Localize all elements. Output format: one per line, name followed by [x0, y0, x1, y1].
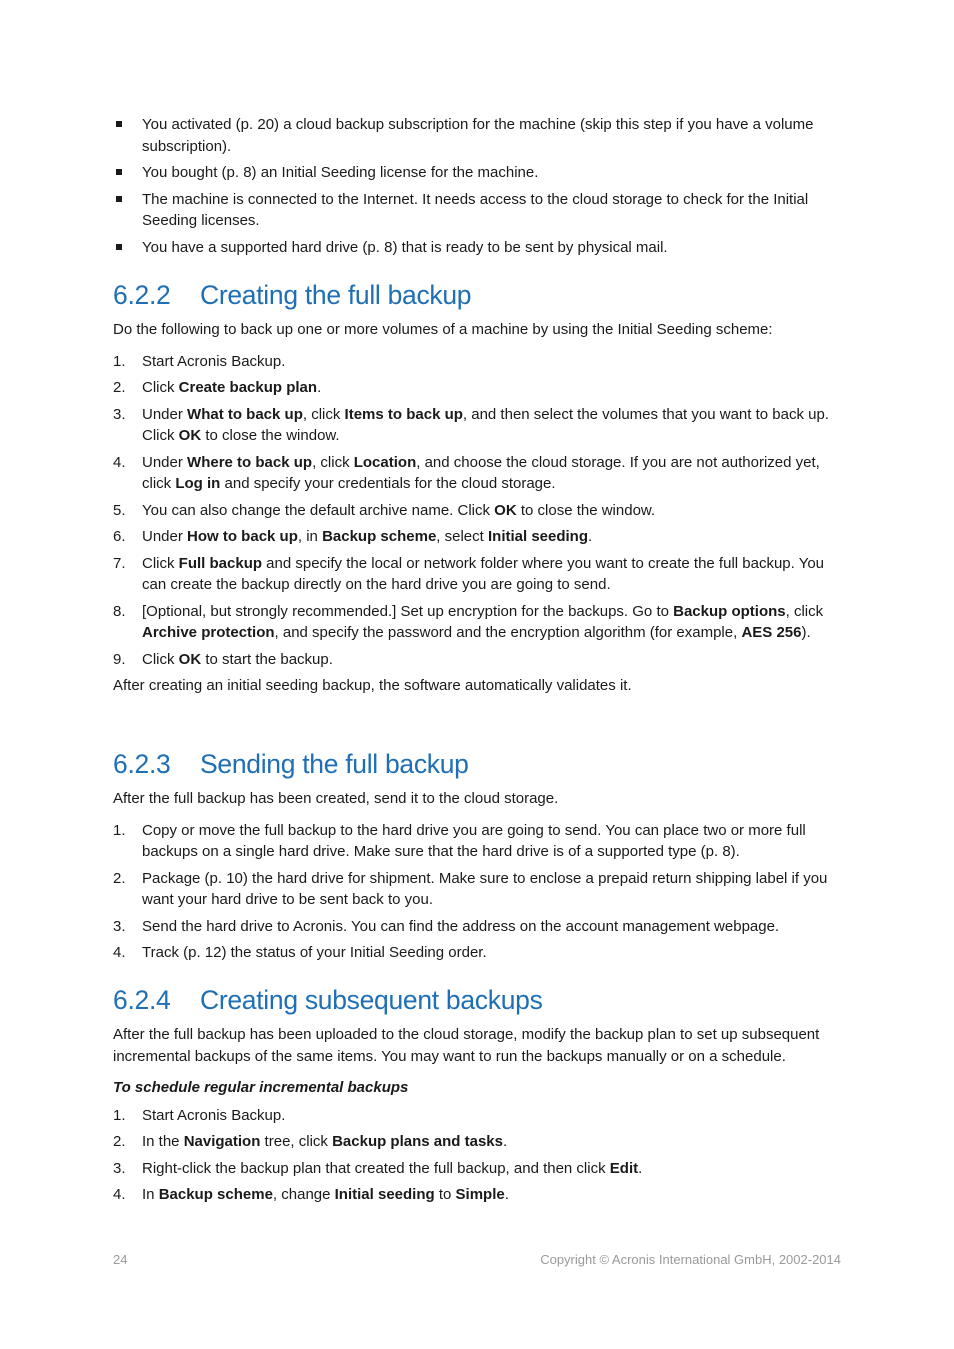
copyright-notice: Copyright © Acronis International GmbH, 2002-2014 — [540, 1252, 841, 1267]
text-run: to start the backup. — [201, 650, 333, 668]
steps-list — [113, 1105, 841, 1206]
text-run: , click — [302, 405, 345, 423]
numbered-step — [113, 868, 841, 911]
ui-term: Backup options — [673, 602, 786, 620]
step-number: 7. — [113, 554, 126, 572]
text-run: . — [504, 1186, 509, 1203]
numbered-step — [113, 942, 841, 964]
text-run: , click — [785, 602, 824, 620]
numbered-step — [113, 500, 841, 522]
numbered-step — [113, 649, 841, 671]
ui-term: How to back up — [187, 528, 298, 545]
step-number: 5. — [113, 501, 126, 519]
text-run: You can also change the default archive name. Click — [142, 501, 495, 519]
text-run: , and specify the password and the encryption algorithm (for example, — [274, 624, 742, 641]
text-run: Start Acronis Backup. — [142, 1106, 286, 1124]
text-run: Copy or move the full backup to the hard drive you are going to send. You can place two or more full backups on a single hard drive. Make sure that the hard drive is of a supported type (p. 8). — [142, 821, 806, 860]
text-run: , change — [272, 1186, 335, 1203]
step-number: 8. — [113, 602, 126, 620]
bullet-item — [113, 114, 841, 157]
ui-term: Initial seeding — [334, 1186, 435, 1203]
text-run: Under — [142, 528, 188, 545]
text-run: [Optional, but strongly recommended.] Set up encryption for the backups. Go to — [142, 602, 674, 620]
ui-term: Initial seeding — [487, 528, 589, 545]
section-intro: Do the following to back up one or more volumes of a machine by using the Initial Seeding scheme: — [113, 321, 773, 338]
ui-term: OK — [494, 501, 517, 519]
step-number: 2. — [113, 869, 126, 887]
bullet-item — [113, 189, 841, 232]
text-run: Send the hard drive to Acronis. You can find the address on the account management webpage. — [142, 917, 780, 935]
ui-term: OK — [178, 427, 202, 444]
text-run: Track (p. 12) the status of your Initial Seeding order. — [142, 944, 487, 961]
text-run: You bought (p. 8) an Initial Seeding license for the machine. — [142, 164, 539, 181]
ui-term: Backup scheme — [322, 528, 437, 545]
ui-term: Create backup plan — [178, 379, 318, 396]
text-run: In the — [142, 1133, 184, 1150]
numbered-step — [113, 820, 841, 863]
numbered-step — [113, 1131, 841, 1153]
step-number: 1. — [113, 1106, 126, 1124]
text-run: You activated (p. 20) a cloud backup subscription for the machine (skip this step if you have a volume subscription). — [142, 116, 814, 155]
step-number: 3. — [113, 405, 126, 423]
text-run: and specify the local or network folder where you want to create the full backup. You can create the backup directly on the hard drive you are going to send. — [142, 554, 825, 593]
step-number: 4. — [113, 1186, 126, 1203]
section-outro: After creating an initial seeding backup, the software automatically validates it. — [113, 677, 632, 694]
text-run: to close the window. — [201, 427, 340, 444]
numbered-step — [113, 526, 841, 548]
text-run: Click — [142, 379, 179, 396]
text-run: tree, click — [260, 1133, 333, 1150]
section-heading: 6.2.4 Creating subsequent backups — [113, 985, 543, 1015]
steps-list — [113, 820, 841, 964]
ui-term: Backup scheme — [158, 1186, 273, 1203]
section-heading: 6.2.3 Sending the full backup — [113, 749, 469, 779]
text-run: ). — [801, 624, 811, 641]
step-number: 2. — [113, 1133, 126, 1150]
step-number: 4. — [113, 944, 126, 961]
numbered-step — [113, 1184, 841, 1206]
text-run: You have a supported hard drive (p. 8) that is ready to be sent by physical mail. — [142, 238, 668, 256]
step-number: 6. — [113, 528, 126, 545]
ui-term: Items to back up — [344, 405, 463, 423]
step-number: 3. — [113, 917, 126, 935]
text-run: Under — [142, 405, 188, 423]
ui-term: AES 256 — [741, 624, 802, 641]
text-run: . — [588, 528, 593, 545]
page-footer — [113, 1252, 841, 1270]
numbered-step — [113, 351, 841, 373]
text-run: Under — [142, 453, 188, 471]
section-intro: After the full backup has been created, send it to the cloud storage. — [113, 790, 559, 807]
prerequisites-list — [113, 114, 841, 263]
step-number: 2. — [113, 379, 126, 396]
ui-term: Edit — [609, 1159, 639, 1177]
text-run: Start Acronis Backup. — [142, 352, 286, 370]
ui-term: Where to back up — [187, 453, 313, 471]
text-run: Click — [142, 650, 179, 668]
text-run: In — [142, 1186, 159, 1203]
text-run: , select — [436, 528, 488, 545]
text-run: to — [434, 1186, 456, 1203]
numbered-step — [113, 1158, 841, 1180]
step-number: 1. — [113, 821, 126, 839]
section-6-2-3 — [113, 748, 841, 969]
ui-term: Archive protection — [142, 624, 275, 641]
page-number: 24 — [113, 1252, 128, 1267]
ui-term: Navigation — [183, 1133, 261, 1150]
ui-term: Log in — [175, 475, 221, 492]
bullet-item — [113, 162, 841, 184]
steps-list — [113, 351, 841, 671]
numbered-step — [113, 377, 841, 399]
text-run: . — [638, 1159, 643, 1177]
section-heading: 6.2.2 Creating the full backup — [113, 280, 472, 310]
step-number: 9. — [113, 650, 126, 668]
ui-term: Location — [353, 453, 417, 471]
text-run: . — [317, 379, 322, 396]
ui-term: Full backup — [178, 554, 263, 572]
text-run: , click — [312, 453, 354, 471]
procedure-heading: To schedule regular incremental backups — [113, 1079, 409, 1096]
bullet-item — [113, 237, 841, 259]
numbered-step — [113, 404, 841, 447]
ui-term: Backup plans and tasks — [332, 1133, 503, 1150]
section-intro: After the full backup has been uploaded to the cloud storage, modify the backup plan to set up subsequent incremental backups of the same items. You may want to run the backups manually or on a schedule. — [113, 1026, 820, 1065]
text-run: Right-click the backup plan that created the full backup, and then click — [142, 1159, 610, 1177]
text-run: . — [502, 1133, 508, 1150]
step-number: 1. — [113, 352, 126, 370]
section-6-2-2 — [113, 279, 841, 697]
text-run: The machine is connected to the Internet. It needs access to the cloud storage to check for the Initial Seeding licenses. — [142, 190, 809, 229]
step-number: 3. — [113, 1159, 126, 1177]
text-run: , and then select the volumes that you want to back up. Click — [142, 405, 829, 444]
section-6-2-4 — [113, 984, 841, 1211]
text-run: Click — [142, 554, 179, 572]
numbered-step — [113, 916, 841, 938]
ui-term: OK — [178, 650, 202, 668]
numbered-step — [113, 601, 841, 644]
ui-term: What to back up — [187, 405, 303, 423]
text-run: , and choose the cloud storage. If you are not authorized yet, click — [142, 453, 820, 492]
numbered-step — [113, 452, 841, 495]
step-number: 4. — [113, 453, 126, 471]
numbered-step — [113, 1105, 841, 1127]
numbered-step — [113, 553, 841, 596]
text-run: Package (p. 10) the hard drive for shipment. Make sure to enclose a prepaid return shipping label if you want your hard drive to be sent back to you. — [142, 869, 828, 908]
text-run: and specify your credentials for the cloud storage. — [220, 475, 556, 492]
text-run: , in — [297, 528, 323, 545]
text-run: to close the window. — [516, 501, 656, 519]
ui-term: Simple — [455, 1186, 505, 1203]
